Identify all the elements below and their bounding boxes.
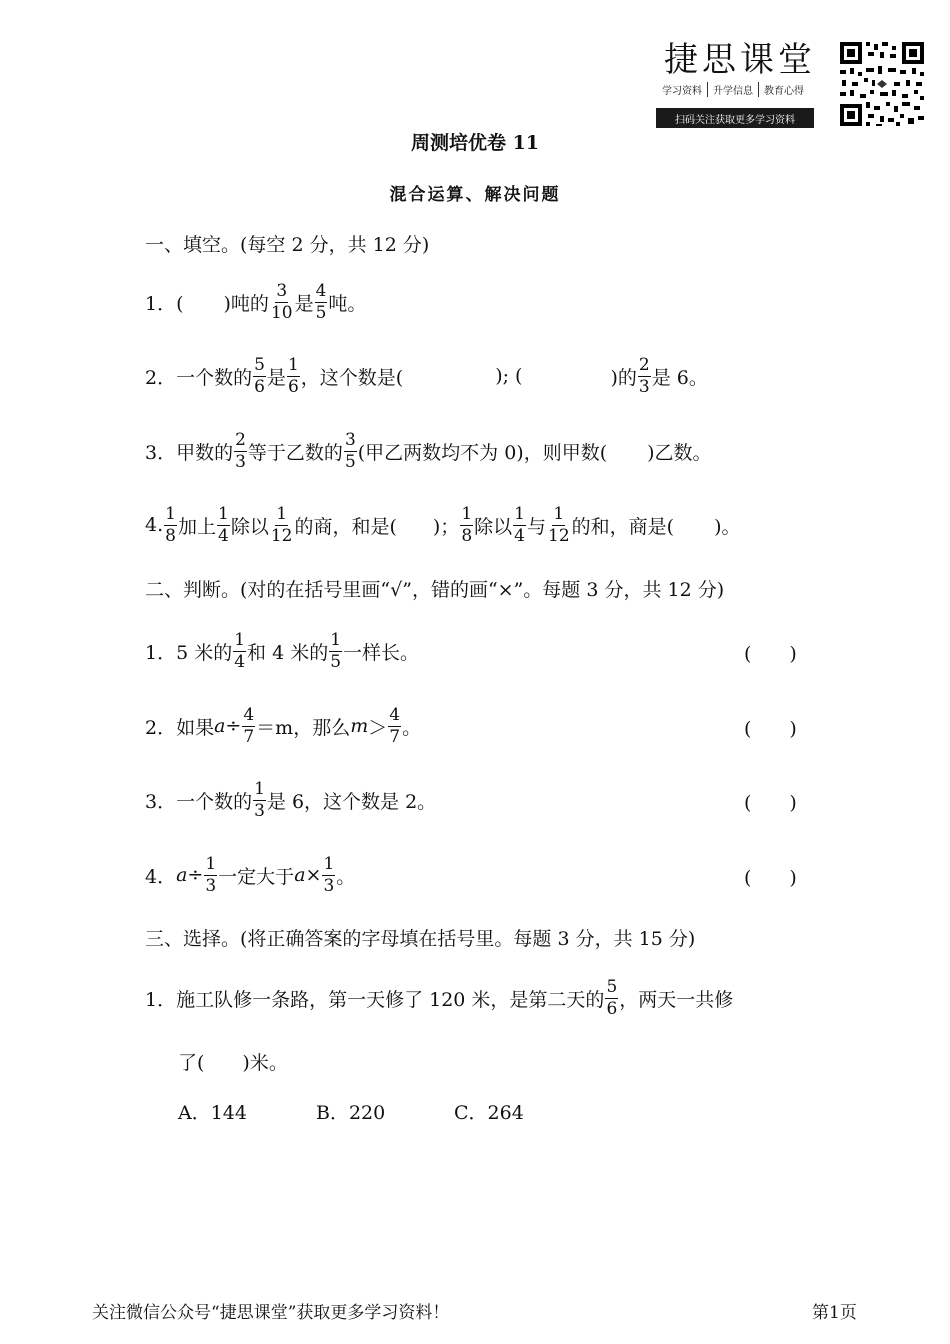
fraction-denominator: 12 xyxy=(548,525,570,546)
brand-tags xyxy=(657,82,809,97)
s2q2-text-d: 。 xyxy=(402,716,422,739)
s1q2-text-c: ，这个数是( xyxy=(300,366,404,389)
s1q4-text-a: 4. xyxy=(145,514,164,536)
s1q2-text-e: )的 xyxy=(610,366,637,389)
section2-heading xyxy=(145,558,724,618)
fraction-numerator: 2 xyxy=(638,354,650,375)
fraction-numerator: 1 xyxy=(276,503,288,524)
s1-question-1 xyxy=(145,272,366,332)
fraction-numerator: 1 xyxy=(287,354,299,375)
fraction-numerator: 1 xyxy=(254,778,265,799)
s1q3-text-b: 等于乙数的 xyxy=(247,441,343,464)
fraction-denominator: 5 xyxy=(330,651,342,672)
fraction xyxy=(204,854,217,897)
fraction-denominator: 3 xyxy=(205,875,217,896)
s3-question-1 xyxy=(145,968,733,1028)
fraction-denominator: 5 xyxy=(344,451,356,472)
fraction-denominator: 12 xyxy=(270,525,293,546)
answer-paren-3[interactable]: ( ) xyxy=(744,792,797,814)
operator: ÷ xyxy=(187,864,204,886)
s1q4-text-h: 的和，商是( xyxy=(571,515,675,538)
option-c[interactable]: C．264 xyxy=(454,1101,524,1124)
fraction-denominator: 7 xyxy=(389,726,401,747)
fraction xyxy=(234,430,247,473)
fraction xyxy=(388,705,401,748)
fraction-numerator: 2 xyxy=(235,429,246,450)
fraction-numerator: 5 xyxy=(606,976,618,997)
s1q3-text-c: (甲乙两数均不为 0)，则甲数( xyxy=(357,441,608,464)
fraction-denominator: 8 xyxy=(461,525,473,546)
fraction-denominator: 6 xyxy=(287,376,299,397)
s2q2-text-c: ＞ xyxy=(368,716,388,739)
s2q2-text-b: ＝m，那么 xyxy=(256,716,351,739)
s2q4-text-b: 一定大于 xyxy=(218,865,295,888)
tag-education: 教育心得 xyxy=(764,86,804,97)
s1q4-text-e: )； xyxy=(432,515,460,538)
footer-note: 关注微信公众号“捷思课堂”获取更多学习资料！ xyxy=(92,1303,450,1323)
s1q1-text-b: )吨的 xyxy=(223,292,269,315)
fraction-numerator: 3 xyxy=(276,280,288,301)
fraction xyxy=(513,504,526,547)
fraction xyxy=(315,281,328,324)
fraction xyxy=(344,430,357,473)
s1q2-text-f: 是 6。 xyxy=(651,366,708,389)
s1q3-text-a: 3．甲数的 xyxy=(145,441,234,464)
fraction-numerator: 1 xyxy=(323,853,335,874)
s1q3-text-d: )乙数。 xyxy=(647,441,712,464)
fraction xyxy=(242,705,255,748)
fraction-numerator: 1 xyxy=(514,503,525,524)
fraction xyxy=(253,355,266,398)
section3-heading-text: 三、选择。(将正确答案的字母填在括号里。每题 3 分，共 15 分) xyxy=(145,927,696,950)
s1q4-text-f: 除以 xyxy=(474,515,513,538)
variable-a: a xyxy=(214,715,226,737)
answer-paren-2[interactable]: ( ) xyxy=(744,718,797,740)
s2q4-text-c: × xyxy=(305,864,322,886)
s2-question-4 xyxy=(145,845,355,905)
answer-paren-1[interactable]: ( ) xyxy=(744,643,797,665)
s1q4-text-i: )。 xyxy=(714,515,741,538)
page-number: 第1页 xyxy=(812,1303,857,1323)
operator: ÷ xyxy=(225,715,242,737)
fraction-numerator: 1 xyxy=(461,503,473,524)
fraction-numerator: 1 xyxy=(217,503,229,524)
fraction-numerator: 4 xyxy=(389,704,401,725)
brand-logo-text: 捷思课堂 xyxy=(664,40,816,80)
s1-question-4 xyxy=(145,495,740,555)
option-a[interactable]: A．144 xyxy=(178,1101,247,1124)
fraction-numerator: 4 xyxy=(315,280,327,301)
fraction-denominator: 7 xyxy=(243,726,255,747)
fraction xyxy=(270,281,294,324)
fraction-denominator: 4 xyxy=(217,525,229,546)
fraction xyxy=(270,504,294,547)
s1q4-text-b: 加上 xyxy=(177,515,216,538)
fraction-numerator: 1 xyxy=(165,503,176,524)
s1q1-text-a: 1．( xyxy=(145,292,184,315)
s1q1-text-c: 是 xyxy=(294,292,314,315)
s2q3-text-a: 3．一个数的 xyxy=(145,790,253,813)
fraction xyxy=(460,504,473,547)
fraction xyxy=(217,504,230,547)
fraction xyxy=(322,854,335,897)
s3q1-text-line2: 了( )米。 xyxy=(178,1051,288,1074)
section3-heading xyxy=(145,907,695,967)
fraction-denominator: 10 xyxy=(270,302,293,323)
fraction xyxy=(253,779,266,822)
s1q1-text-d: 吨。 xyxy=(328,292,367,315)
s2q4-text-a: 4． xyxy=(145,865,177,888)
fraction-numerator: 1 xyxy=(234,629,246,650)
tag-admission: 升学信息 xyxy=(708,82,759,97)
tag-study: 学习资料 xyxy=(657,82,708,97)
option-b[interactable]: B．220 xyxy=(316,1101,386,1124)
fraction-numerator: 5 xyxy=(254,354,265,375)
s1-question-3 xyxy=(145,421,712,481)
s3-q1-options xyxy=(178,1081,524,1141)
fraction-denominator: 5 xyxy=(315,302,327,323)
section1-heading-text: 一、填空。(每空 2 分，共 12 分) xyxy=(145,233,430,256)
fraction-numerator: 3 xyxy=(344,429,356,450)
s2q1-text-b: 和 4 米的 xyxy=(247,641,329,664)
s1q4-text-g: 与 xyxy=(526,515,546,538)
variable-a: a xyxy=(176,864,188,886)
qr-code-icon xyxy=(838,40,926,128)
fraction-denominator: 4 xyxy=(234,651,246,672)
fraction xyxy=(547,504,571,547)
fraction-denominator: 3 xyxy=(235,451,246,472)
fraction-numerator: 1 xyxy=(330,629,342,650)
variable-a: a xyxy=(294,864,306,886)
fraction-numerator: 4 xyxy=(243,704,255,725)
variable-m: m xyxy=(350,715,369,737)
s3q1-text-b: ，两天一共修 xyxy=(619,988,734,1011)
s1q2-text-a: 2．一个数的 xyxy=(145,366,253,389)
s2-question-3 xyxy=(145,770,436,830)
s1q2-text-b: 是 xyxy=(266,366,286,389)
section1-heading xyxy=(145,213,429,273)
fraction-numerator: 1 xyxy=(205,853,217,874)
page-subtitle: 混合运算、解决问题 xyxy=(389,185,561,205)
s2q3-text-b: 是 6，这个数是 2。 xyxy=(266,790,437,813)
fraction xyxy=(638,355,651,398)
page-title: 周测培优卷 11 xyxy=(410,132,540,154)
answer-paren-4[interactable]: ( ) xyxy=(744,867,797,889)
s1q2-text-d: ); ( xyxy=(495,365,523,387)
fraction-denominator: 3 xyxy=(638,376,650,397)
s3q1-text-a: 1．施工队修一条路，第一天修了 120 米，是第二天的 xyxy=(145,988,605,1011)
fraction-denominator: 6 xyxy=(606,998,618,1019)
fraction-numerator: 1 xyxy=(553,503,565,524)
fraction-denominator: 8 xyxy=(165,525,176,546)
fraction xyxy=(233,630,246,673)
fraction-denominator: 3 xyxy=(254,800,265,821)
s2q2-text-a: 2．如果 xyxy=(145,716,215,739)
fraction-denominator: 3 xyxy=(323,875,335,896)
fraction-denominator: 4 xyxy=(514,525,525,546)
s2-question-2 xyxy=(145,696,421,756)
s1q4-text-d: 的商，和是( xyxy=(294,515,397,538)
fraction xyxy=(329,630,342,673)
s1q4-text-c: 除以 xyxy=(230,515,269,538)
s2q1-text-c: 一样长。 xyxy=(343,641,420,664)
section2-heading-text: 二、判断。(对的在括号里画“√”，错的画“×”。每题 3 分，共 12 分) xyxy=(145,578,725,601)
s2q1-text-a: 1．5 米的 xyxy=(145,641,233,664)
fraction xyxy=(287,355,300,398)
s2-question-1 xyxy=(145,621,419,681)
fraction xyxy=(605,977,618,1020)
qr-banner: 扫码关注获取更多学习资料 xyxy=(656,108,814,128)
s1-question-2 xyxy=(145,346,708,406)
fraction xyxy=(164,504,177,547)
fraction-denominator: 6 xyxy=(254,376,265,397)
s2q4-text-d: 。 xyxy=(336,865,356,888)
